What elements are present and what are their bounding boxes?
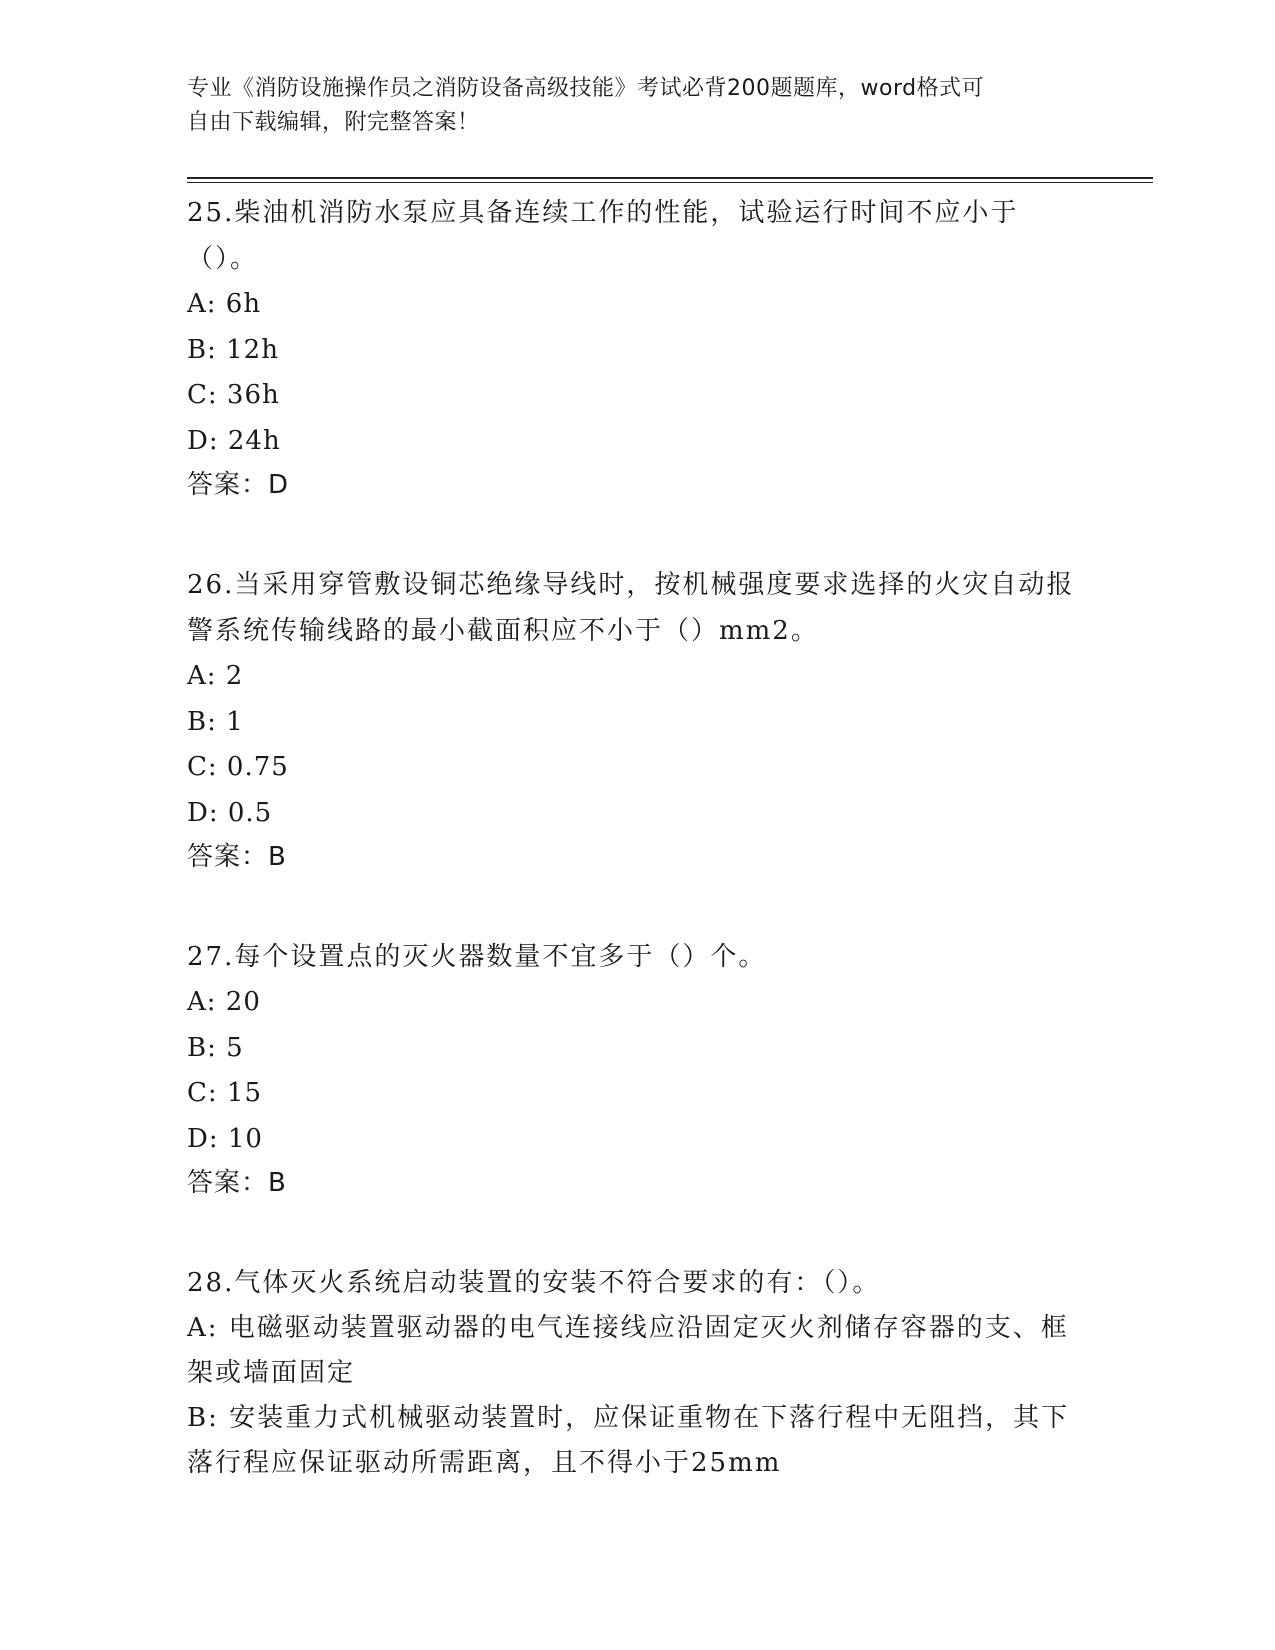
- document-header: [187, 72, 1067, 140]
- option-b: B: 5: [187, 1032, 244, 1063]
- header-line-2: 自由下载编辑，附完整答案！: [187, 110, 480, 135]
- option-d: D: 0.5: [187, 797, 273, 828]
- question-28: [187, 1260, 1087, 1486]
- option-c: C: 15: [187, 1078, 263, 1108]
- header-rule: [187, 177, 1153, 179]
- option-b: B: 1: [187, 706, 244, 737]
- question-27: [187, 934, 1087, 1204]
- question-26: [187, 562, 1087, 878]
- question-list: [187, 190, 1087, 1486]
- answer: 答案：B: [187, 1168, 287, 1198]
- header-rule-thin: [187, 182, 1153, 183]
- question-stem: 28.气体灭火系统启动装置的安装不符合要求的有：（）。: [187, 1268, 881, 1298]
- option-c: C: 36h: [187, 380, 280, 410]
- question-stem: 25.柴油机消防水泵应具备连续工作的性能，试验运行时间不应小于（）。: [187, 198, 1019, 274]
- header-line-1: 专业《消防设施操作员之消防设备高级技能》考试必背200题题库，word格式可: [187, 76, 985, 101]
- option-a: A: 2: [187, 661, 244, 691]
- option-d: D: 24h: [187, 425, 281, 456]
- option-a: A: 20: [187, 987, 261, 1017]
- option-d: D: 10: [187, 1123, 263, 1154]
- answer: 答案：B: [187, 842, 287, 872]
- option-b: B: 12h: [187, 334, 279, 365]
- option-c: C: 0.75: [187, 752, 289, 782]
- answer: 答案：D: [187, 470, 290, 500]
- option-a: A: 6h: [187, 289, 262, 319]
- option-b: B: 安装重力式机械驱动装置时，应保证重物在下落行程中无阻挡，其下落行程应保证驱动所需距离，且不得小于25mm: [187, 1403, 1070, 1478]
- question-25: [187, 190, 1087, 506]
- option-a: A: 电磁驱动装置驱动器的电气连接线应沿固定灭火剂储存容器的支、框架或墙面固定: [187, 1313, 1069, 1388]
- question-stem: 26.当采用穿管敷设铜芯绝缘导线时，按机械强度要求选择的火灾自动报警系统传输线路的最小截面积应不小于（）mm2。: [187, 570, 1075, 646]
- question-stem: 27.每个设置点的灭火器数量不宜多于（）个。: [187, 942, 767, 972]
